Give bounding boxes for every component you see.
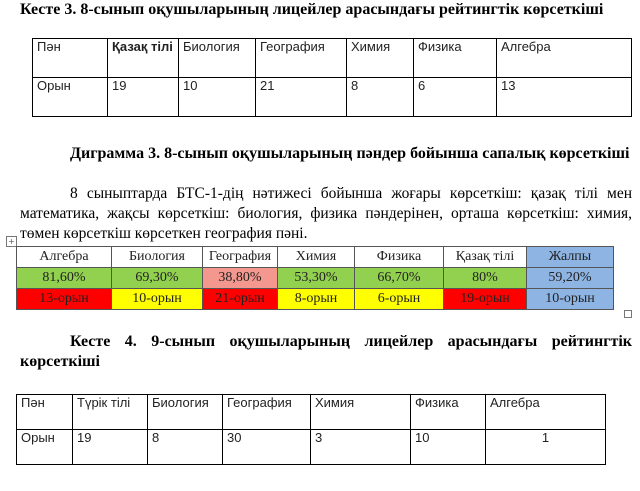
table-cell: 19: [108, 78, 179, 117]
table-cell: Алгебра: [497, 39, 632, 78]
grid-header-cell: Физика: [355, 247, 444, 268]
table-cell: 19: [73, 430, 148, 465]
grid-rank-cell: 13-орын: [17, 289, 112, 310]
diagram3-paragraph: 8 сыныптарда БТС-1-дің нәтижесі бойынша жоғары көрсеткіш: қазақ тілі мен математика, жақсы көрсеткіш: биология, физика пәндерінен, орташа көрсеткіш: химия, төмен көрсеткіш көрсеткен география пәні.: [20, 185, 632, 242]
table-cell: Қазақ тілі: [108, 39, 179, 78]
table-row: [33, 78, 632, 117]
table-cell: 1: [486, 430, 606, 465]
table-cell: Алгебра: [486, 395, 606, 430]
grid-header-cell: Қазақ тілі: [444, 247, 527, 268]
table-cell: География: [256, 39, 347, 78]
table-cell: Пән: [17, 395, 73, 430]
table-cell: 6: [414, 78, 497, 117]
table-row: [17, 289, 614, 310]
table3: [32, 38, 632, 117]
move-icon[interactable]: +: [6, 236, 17, 247]
table-cell: Биология: [179, 39, 256, 78]
table-cell: Биология: [148, 395, 223, 430]
grid-percent-cell: 53,30%: [278, 268, 355, 289]
table-cell: 21: [256, 78, 347, 117]
table-cell: 8: [347, 78, 414, 117]
table-cell: 8: [148, 430, 223, 465]
table-row: [17, 395, 606, 430]
grid-header-cell: Жалпы: [527, 247, 614, 268]
grid-header-cell: Химия: [278, 247, 355, 268]
table-row: [17, 247, 614, 268]
table4-heading: Кесте 4. 9-сынып оқушыларының лицейлер арасындағы рейтингтік көрсеткіші: [20, 333, 632, 370]
table3-heading: Кесте 3. 8-сынып оқушыларының лицейлер арасындағы рейтингтік көрсеткіші: [20, 1, 604, 18]
table-row: [17, 268, 614, 289]
table-cell: 10: [179, 78, 256, 117]
grid-rank-cell: 6-орын: [355, 289, 444, 310]
quality-table: [16, 246, 614, 310]
grid-percent-cell: 38,80%: [203, 268, 278, 289]
grid-percent-cell: 80%: [444, 268, 527, 289]
table-cell: Пән: [33, 39, 108, 78]
grid-percent-cell: 59,20%: [527, 268, 614, 289]
grid-percent-cell: 69,30%: [112, 268, 203, 289]
table-resize-handle[interactable]: [624, 310, 632, 318]
grid-rank-cell: 10-орын: [527, 289, 614, 310]
table-cell: 3: [311, 430, 411, 465]
table-row: [17, 430, 606, 465]
grid-percent-cell: 66,70%: [355, 268, 444, 289]
table-cell: Физика: [411, 395, 486, 430]
grid-rank-cell: 19-орын: [444, 289, 527, 310]
grid-header-cell: Алгебра: [17, 247, 112, 268]
grid-header-cell: География: [203, 247, 278, 268]
table-cell: Түрік тілі: [73, 395, 148, 430]
table-cell: География: [223, 395, 311, 430]
table4: [16, 394, 606, 465]
table-cell: Химия: [347, 39, 414, 78]
table-cell: Физика: [414, 39, 497, 78]
table-cell: 30: [223, 430, 311, 465]
grid-header-cell: Биология: [112, 247, 203, 268]
grid-percent-cell: 81,60%: [17, 268, 112, 289]
table-cell: 10: [411, 430, 486, 465]
table-cell: Орын: [33, 78, 108, 117]
grid-rank-cell: 21-орын: [203, 289, 278, 310]
table-cell: Химия: [311, 395, 411, 430]
grid-rank-cell: 10-орын: [112, 289, 203, 310]
diagram3-heading: Диграмма 3. 8-сынып оқушыларының пәндер бойынша сапалық көрсеткіші: [70, 145, 630, 162]
grid-rank-cell: 8-орын: [278, 289, 355, 310]
table-row: [33, 39, 632, 78]
table-cell: 13: [497, 78, 632, 117]
table-cell: Орын: [17, 430, 73, 465]
